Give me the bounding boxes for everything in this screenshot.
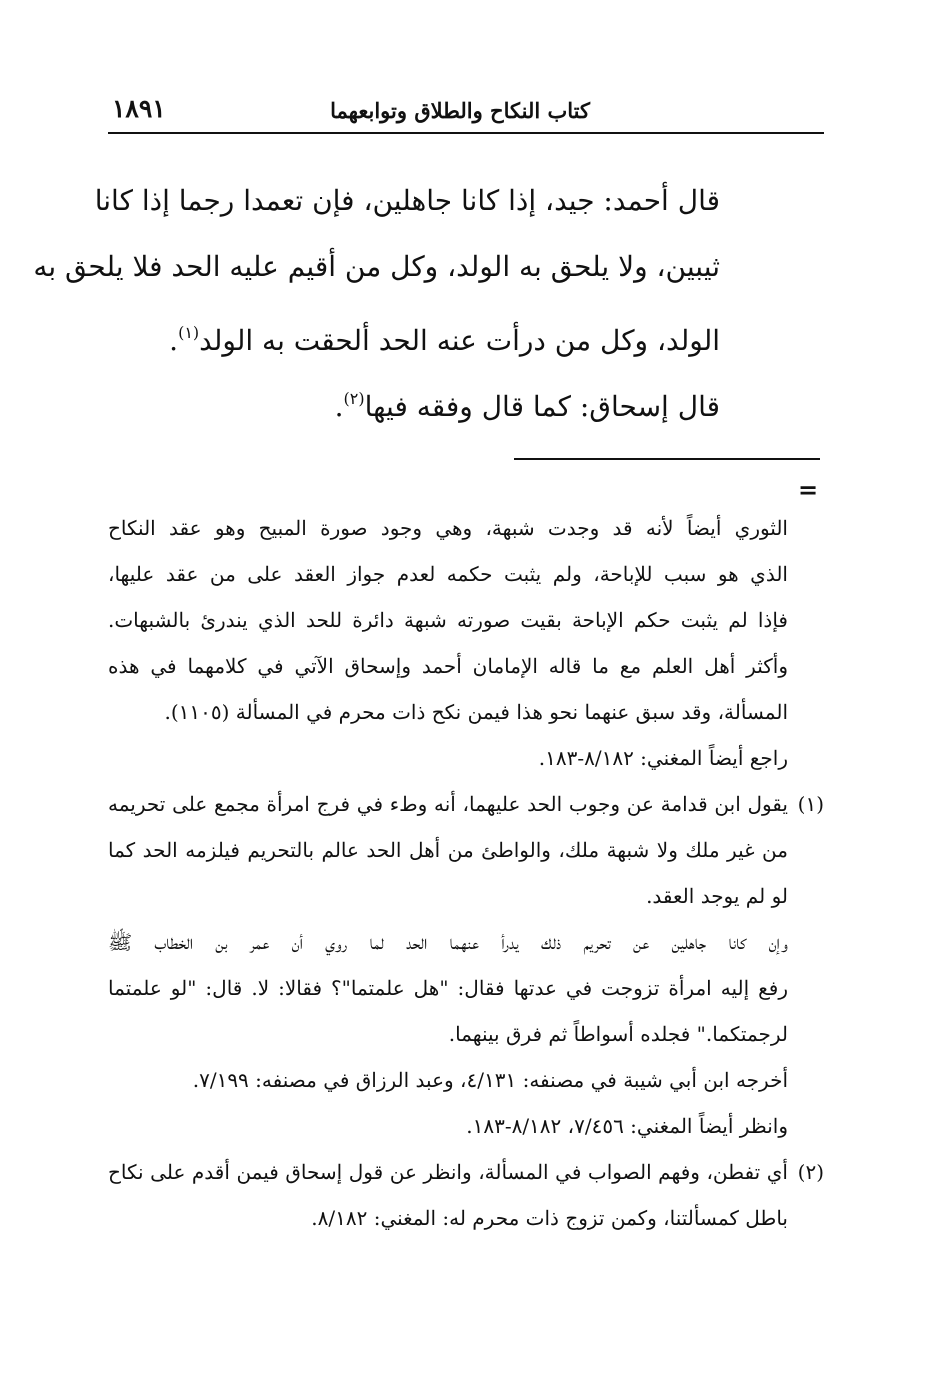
footnote-1-marker: (١): [797, 792, 824, 816]
footnote-1-line: من غير ملك ولا شبهة ملك، والواطئ من أهل الحد عالم بالتحريم فيلزمه الحد كما: [108, 838, 788, 862]
footnote-cont-line: وأكثر أهل العلم مع ما قاله الإمامان أحمد وإسحاق الآتي في كلامهما في هذه: [108, 654, 788, 678]
footnote-1-line: لو لم يوجد العقد.: [646, 884, 788, 908]
footnote-1-line: وإن كانا جاهلين عن تحريم ذلك يدرأ عنهما الحد لما روي أن عمر بن الخطاب ﷺ: [108, 930, 788, 954]
footnote-cont-line: الثوري أيضاً لأنه قد وجدت شبهة، وهي وجود صورة المبيح وهو عقد النكاح: [108, 516, 788, 540]
main-line-2: ثيبين، ولا يلحق به الولد، وكل من أقيم عليه الحد فلا يلحق به: [33, 250, 720, 283]
continuation-mark: =: [798, 475, 819, 504]
footnote-cont-line: فإذا لم يثبت حكم الإباحة بقيت صورته شبهة دائرة للحد الذي يندرئ بالشبهات.: [108, 608, 788, 632]
main-text: [33, 168, 720, 432]
footnote-1-line: وانظر أيضاً المغني: ٧/٤٥٦، ٨/١٨٢-١٨٣.: [466, 1114, 788, 1138]
footnotes: [108, 505, 824, 1241]
footnote-1-first-line: [108, 781, 824, 827]
main-line-3: [110, 300, 720, 366]
footnote-ref-1[interactable]: (١): [178, 323, 200, 342]
footnote-cont-line: الذي هو سبب للإباحة، ولم يثبت حكمه لعدم جواز العقد على من عقد عليها،: [108, 562, 788, 586]
footnote-1-text: يقول ابن قدامة عن وجوب الحد عليهما، أنه وطء في فرج امرأة مجمع على تحريمه: [108, 792, 788, 816]
footnote-2-marker: (٢): [797, 1160, 824, 1184]
footnote-separator: [514, 458, 820, 460]
footnote-1-line: رفع إليه امرأة تزوجت في عدتها فقال: "هل علمتما"؟ فقالا: لا. قال: "لو علمتما: [108, 976, 788, 1000]
main-line-3-end: .: [169, 324, 179, 357]
main-line-4: [110, 366, 720, 432]
footnote-2-line: باطل كمسألتنا، وكمن تزوج ذات محرم له: المغني: ٨/١٨٢.: [311, 1206, 788, 1230]
main-line-3-text: الولد، وكل من درأت عنه الحد ألحقت به الولد: [199, 324, 720, 357]
footnote-ref-2[interactable]: (٢): [343, 389, 365, 408]
main-line-4-end: .: [334, 390, 344, 423]
main-line-1: قال أحمد: جيد، إذا كانا جاهلين، فإن تعمدا رجما إذا كانا: [94, 184, 720, 217]
footnote-1-line: لرجمتكما." فجلده أسواطاً ثم فرق بينهما.: [448, 1022, 788, 1046]
footnote-2-text: أي تفطن، وفهم الصواب في المسألة، وانظر عن قول إسحاق فيمن أقدم على نكاح: [108, 1160, 788, 1184]
main-line-4-text: قال إسحاق: كما قال وفقه فيها: [364, 390, 720, 423]
page-number: ١٨٩١: [112, 94, 166, 123]
footnote-1-line: أخرجه ابن أبي شيبة في مصنفه: ٤/١٣١، وعبد الرزاق في مصنفه: ٧/١٩٩.: [192, 1068, 788, 1092]
footnote-cont-line: راجع أيضاً المغني: ٨/١٨٢-١٨٣.: [538, 746, 788, 770]
running-header: [108, 92, 824, 134]
running-title: كتاب النكاح والطلاق وتوابعهما: [330, 98, 590, 123]
footnote-2-first-line: [108, 1149, 824, 1195]
footnote-cont-line: المسألة، وقد سبق عنهما نحو هذا فيمن نكح ذات محرم في المسألة (١١٠٥).: [164, 700, 788, 724]
